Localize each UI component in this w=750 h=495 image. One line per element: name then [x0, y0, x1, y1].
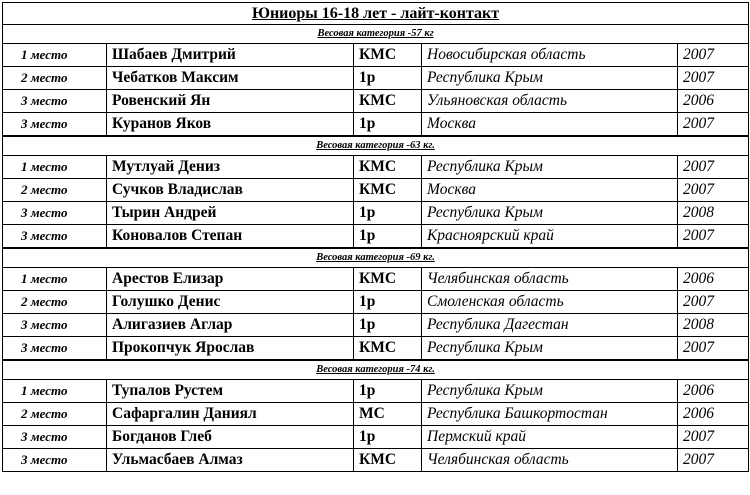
result-row	[3, 380, 749, 403]
sport-rank-cell: КМС	[354, 268, 422, 291]
region-cell: Смоленская область	[422, 291, 678, 314]
region-cell: Москва	[422, 113, 678, 136]
athlete-name-cell: Куранов Яков	[107, 113, 354, 136]
birth-year-cell: 2006	[678, 403, 749, 426]
region-cell: Республика Крым	[422, 67, 678, 90]
place-cell: 3 место	[3, 314, 107, 337]
result-row	[3, 426, 749, 449]
athlete-name-cell: Тупалов Рустем	[107, 380, 354, 403]
birth-year-cell: 2007	[678, 337, 749, 360]
birth-year-cell: 2007	[678, 156, 749, 179]
region-cell: Москва	[422, 179, 678, 202]
sport-rank-cell: КМС	[354, 90, 422, 113]
title-row	[3, 3, 749, 25]
place-cell: 2 место	[3, 291, 107, 314]
weight-category-row	[3, 249, 749, 268]
weight-category-label: Весовая категория -74 кг.	[3, 361, 749, 380]
region-cell: Республика Крым	[422, 337, 678, 360]
region-cell: Красноярский край	[422, 225, 678, 248]
athlete-name-cell: Коновалов Степан	[107, 225, 354, 248]
place-cell: 1 место	[3, 380, 107, 403]
region-cell: Республика Крым	[422, 202, 678, 225]
athlete-name-cell: Сучков Владислав	[107, 179, 354, 202]
birth-year-cell: 2007	[678, 426, 749, 449]
sport-rank-cell: КМС	[354, 337, 422, 360]
result-row	[3, 314, 749, 337]
region-cell: Ульяновская область	[422, 90, 678, 113]
sport-rank-cell: 1р	[354, 426, 422, 449]
sport-rank-cell: КМС	[354, 449, 422, 472]
athlete-name-cell: Голушко Денис	[107, 291, 354, 314]
weight-category-label: Весовая категория -57 кг	[3, 25, 749, 44]
result-row	[3, 156, 749, 179]
result-row	[3, 449, 749, 472]
athlete-name-cell: Сафаргалин Даниял	[107, 403, 354, 426]
page-title: Юниоры 16-18 лет - лайт-контакт	[3, 3, 749, 25]
weight-category-row	[3, 137, 749, 156]
sport-rank-cell: 1р	[354, 225, 422, 248]
region-cell: Республика Крым	[422, 156, 678, 179]
athlete-name-cell: Мутлуай Дениз	[107, 156, 354, 179]
birth-year-cell: 2007	[678, 113, 749, 136]
birth-year-cell: 2006	[678, 90, 749, 113]
sport-rank-cell: КМС	[354, 156, 422, 179]
weight-category-row	[3, 25, 749, 44]
birth-year-cell: 2007	[678, 449, 749, 472]
athlete-name-cell: Ровенский Ян	[107, 90, 354, 113]
results-table-body	[3, 3, 749, 472]
weight-category-label: Весовая категория -63 кг.	[3, 137, 749, 156]
place-cell: 1 место	[3, 156, 107, 179]
weight-category-row	[3, 361, 749, 380]
sport-rank-cell: 1р	[354, 202, 422, 225]
sport-rank-cell: 1р	[354, 314, 422, 337]
result-row	[3, 403, 749, 426]
region-cell: Республика Крым	[422, 380, 678, 403]
sport-rank-cell: МС	[354, 403, 422, 426]
results-table	[2, 2, 749, 472]
birth-year-cell: 2006	[678, 380, 749, 403]
athlete-name-cell: Арестов Елизар	[107, 268, 354, 291]
birth-year-cell: 2008	[678, 202, 749, 225]
athlete-name-cell: Алигазиев Аглар	[107, 314, 354, 337]
place-cell: 2 место	[3, 179, 107, 202]
sport-rank-cell: 1р	[354, 291, 422, 314]
sport-rank-cell: КМС	[354, 179, 422, 202]
birth-year-cell: 2007	[678, 225, 749, 248]
place-cell: 3 место	[3, 113, 107, 136]
sport-rank-cell: КМС	[354, 44, 422, 67]
birth-year-cell: 2007	[678, 291, 749, 314]
region-cell: Новосибирская область	[422, 44, 678, 67]
region-cell: Республика Дагестан	[422, 314, 678, 337]
place-cell: 1 место	[3, 44, 107, 67]
birth-year-cell: 2007	[678, 44, 749, 67]
athlete-name-cell: Прокопчук Ярослав	[107, 337, 354, 360]
result-row	[3, 179, 749, 202]
place-cell: 3 место	[3, 449, 107, 472]
birth-year-cell: 2008	[678, 314, 749, 337]
birth-year-cell: 2006	[678, 268, 749, 291]
result-row	[3, 113, 749, 136]
region-cell: Пермский край	[422, 426, 678, 449]
result-row	[3, 268, 749, 291]
athlete-name-cell: Ульмасбаев Алмаз	[107, 449, 354, 472]
place-cell: 1 место	[3, 268, 107, 291]
sport-rank-cell: 1р	[354, 113, 422, 136]
athlete-name-cell: Шабаев Дмитрий	[107, 44, 354, 67]
result-row	[3, 202, 749, 225]
result-row	[3, 90, 749, 113]
place-cell: 3 место	[3, 202, 107, 225]
sport-rank-cell: 1р	[354, 380, 422, 403]
place-cell: 3 место	[3, 225, 107, 248]
birth-year-cell: 2007	[678, 179, 749, 202]
place-cell: 3 место	[3, 337, 107, 360]
region-cell: Челябинская область	[422, 268, 678, 291]
athlete-name-cell: Богданов Глеб	[107, 426, 354, 449]
place-cell: 3 место	[3, 90, 107, 113]
birth-year-cell: 2007	[678, 67, 749, 90]
weight-category-label: Весовая категория -69 кг.	[3, 249, 749, 268]
athlete-name-cell: Тырин Андрей	[107, 202, 354, 225]
result-row	[3, 225, 749, 248]
place-cell: 2 место	[3, 67, 107, 90]
result-row	[3, 67, 749, 90]
place-cell: 2 место	[3, 403, 107, 426]
region-cell: Республика Башкортостан	[422, 403, 678, 426]
sport-rank-cell: 1р	[354, 67, 422, 90]
place-cell: 3 место	[3, 426, 107, 449]
result-row	[3, 291, 749, 314]
result-row	[3, 44, 749, 67]
athlete-name-cell: Чебатков Максим	[107, 67, 354, 90]
result-row	[3, 337, 749, 360]
region-cell: Челябинская область	[422, 449, 678, 472]
